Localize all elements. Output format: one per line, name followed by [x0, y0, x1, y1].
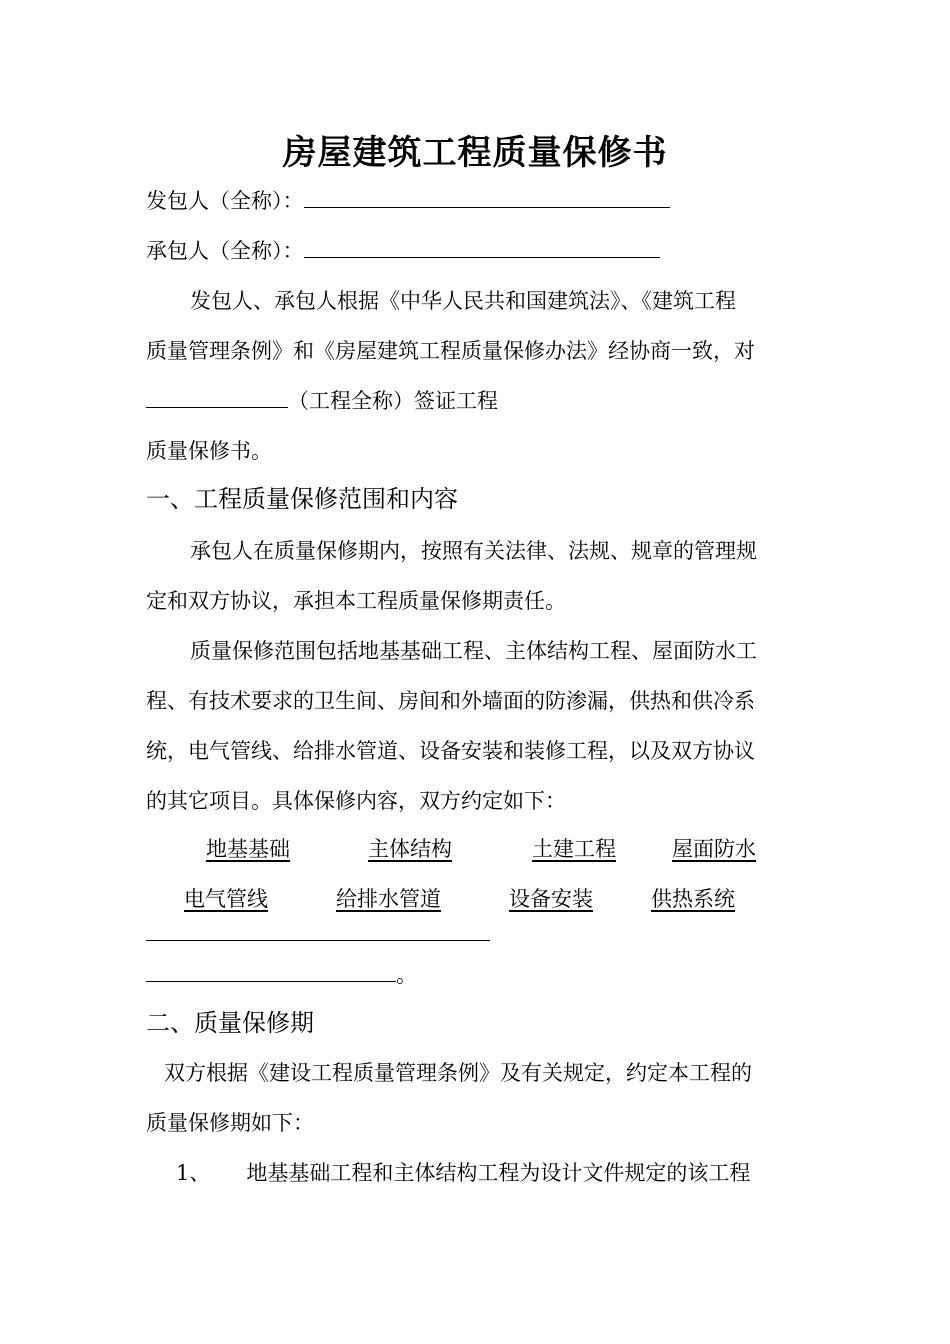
intro-line-2: 质量管理条例》和《房屋建筑工程质量保修办法》经协商一致，对 — [146, 339, 755, 363]
section1-p2-line4: 的其它项目。具体保修内容，双方约定如下： — [146, 789, 566, 813]
item-main-structure: 主体结构 — [368, 837, 452, 861]
employer-line — [146, 186, 670, 216]
contractor-blank[interactable] — [304, 237, 660, 258]
section2-p1-line2: 质量保修期如下： — [146, 1111, 314, 1135]
section2-item1-number: 1、 — [176, 1161, 211, 1185]
section2-p1-line1: 双方根据《建设工程质量管理条例》及有关规定，约定本工程的 — [164, 1061, 752, 1085]
section2-item1 — [176, 1158, 750, 1188]
intro-line-4: 质量保修书。 — [146, 439, 272, 463]
blank-line-2-row — [146, 960, 417, 990]
section1-heading: 一、工程质量保修范围和内容 — [146, 485, 458, 513]
intro-line-3 — [146, 386, 498, 416]
item-electrical: 电气管线 — [184, 887, 268, 911]
item-equipment: 设备安装 — [509, 887, 593, 911]
employer-blank[interactable] — [304, 187, 670, 208]
intro-line-3-text: （工程全称）签证工程 — [288, 389, 498, 413]
contractor-line — [146, 236, 660, 266]
section1-p1-line1: 承包人在质量保修期内，按照有关法律、法规、规章的管理规 — [190, 539, 757, 563]
section2-heading: 二、质量保修期 — [146, 1009, 314, 1037]
project-name-blank[interactable] — [146, 387, 288, 408]
items-row-1 — [190, 834, 756, 864]
section1-p1-line2: 定和双方协议，承担本工程质量保修期责任。 — [146, 589, 566, 613]
blank-line-1[interactable] — [146, 940, 490, 941]
document-title: 房屋建筑工程质量保修书 — [282, 133, 668, 173]
employer-label: 发包人（全称）： — [146, 189, 304, 213]
contractor-label: 承包人（全称）： — [146, 239, 304, 263]
item-roof-waterproofing: 屋面防水 — [672, 837, 756, 861]
section1-p2-line1: 质量保修范围包括地基基础工程、主体结构工程、屋面防水工 — [190, 639, 757, 663]
item-civil-works: 土建工程 — [532, 837, 616, 861]
section2-item1-text: 地基基础工程和主体结构工程为设计文件规定的该工程 — [246, 1161, 751, 1185]
item-heating: 供热系统 — [651, 887, 735, 911]
items-row-2 — [146, 884, 735, 914]
intro-line-1: 发包人、承包人根据《中华人民共和国建筑法》、《建筑工程 — [190, 289, 736, 313]
item-foundation: 地基基础 — [206, 837, 290, 861]
end-mark: 。 — [396, 963, 417, 987]
blank-line-2[interactable] — [146, 961, 396, 982]
section1-p2-line2: 程、有技术要求的卫生间、房间和外墙面的防渗漏，供热和供冷系 — [146, 689, 755, 713]
section1-p2-line3: 统，电气管线、给排水管道、设备安装和装修工程，以及双方协议 — [146, 739, 755, 763]
item-plumbing: 给排水管道 — [336, 887, 441, 911]
